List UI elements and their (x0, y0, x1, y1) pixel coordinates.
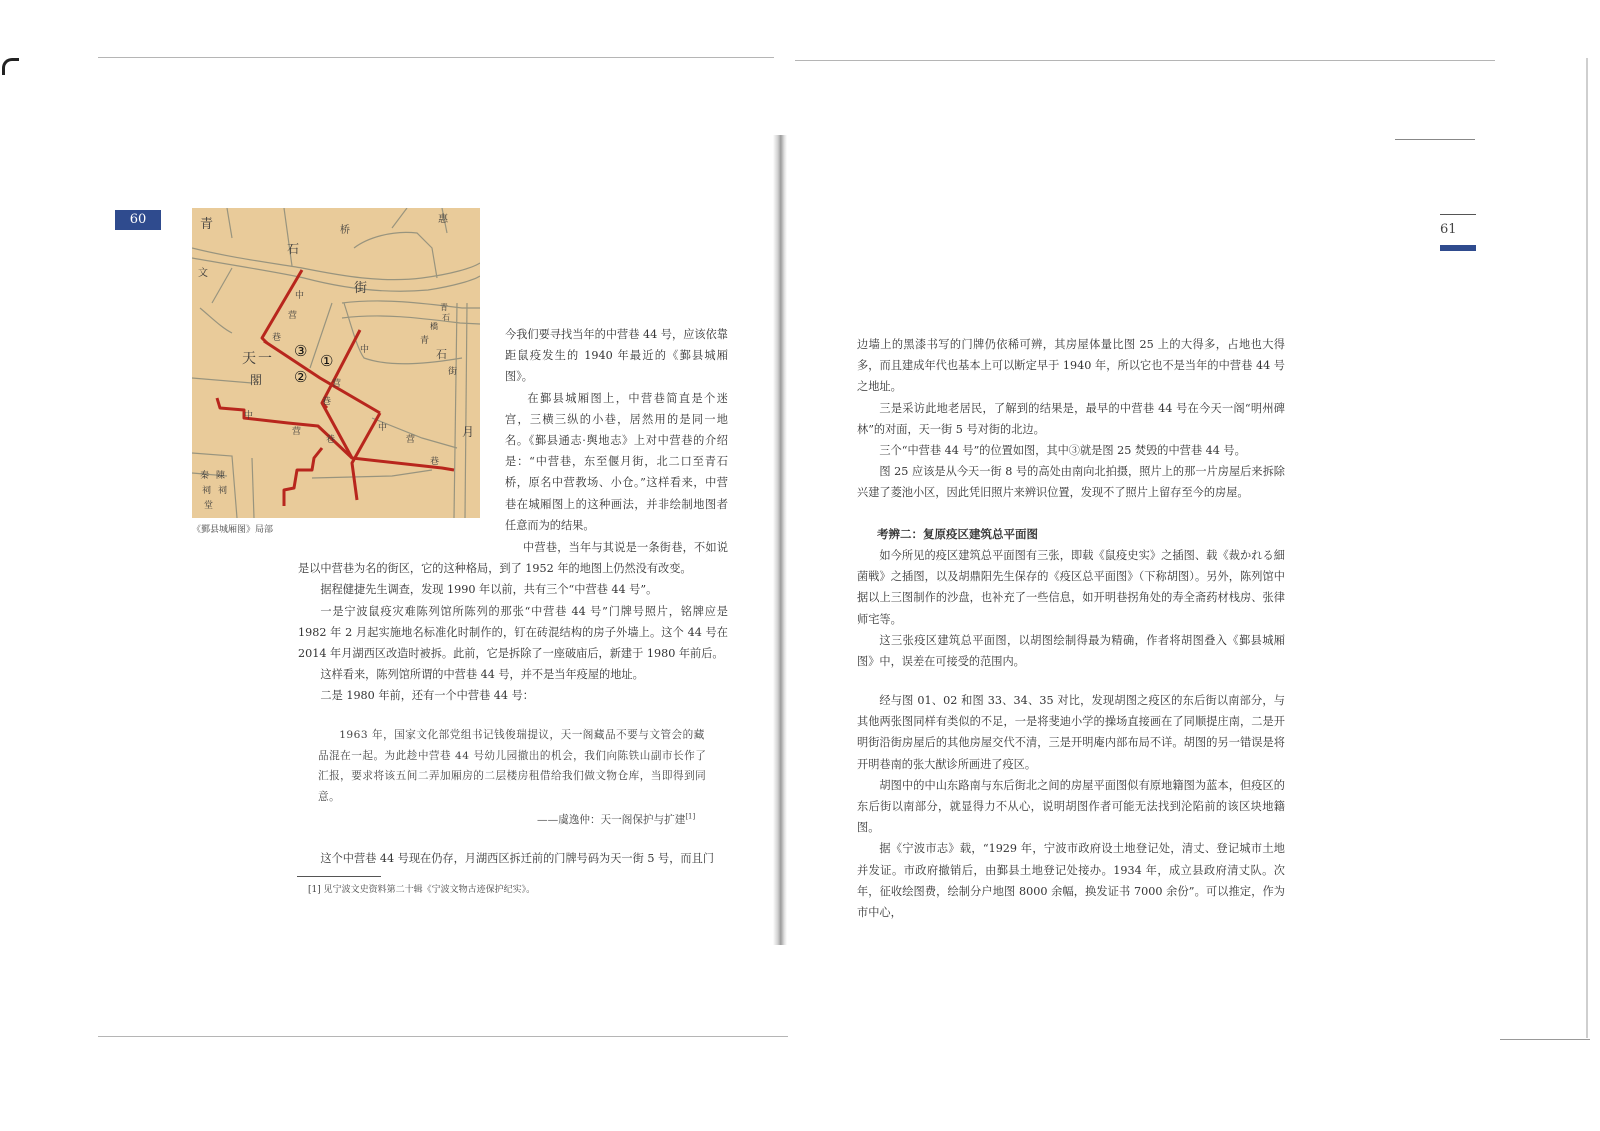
map-label-zyx3-a: 中 (244, 411, 254, 421)
page-number-right: 61 (1440, 222, 1457, 237)
map-label-zyx3-b: 营 (292, 427, 302, 437)
page-number-left: 60 (115, 210, 161, 230)
map-label-qing: 青 (200, 217, 214, 232)
map-marker-2: ② (294, 368, 308, 386)
left-side-text (505, 324, 728, 536)
footnote-mark: [1] (685, 812, 696, 821)
paragraph: 如今所见的疫区建筑总平面图有三张，即载《鼠疫史实》之插图、载《裁かれる細菌戦》之插图，以及胡鼎阳先生保存的《疫区总平面图》（下称胡图）。另外，陈列馆中据以上三图制作的沙盘，也补充了一些信息，如开明巷拐角处的寿全斋药材栈房、张律师宅等。 (857, 549, 1285, 626)
right-page-edge (1586, 58, 1588, 1038)
paragraph: 二是 1980 年前，还有一个中营巷 44 号： (320, 689, 534, 703)
map-marker-1: ① (320, 352, 334, 370)
right-page-top-edge (795, 60, 1495, 61)
map-label-qsq-a: 青 (440, 303, 448, 312)
paragraph: 今我们要寻找当年的中营巷 44 号，应该依靠距鼠疫发生的 1940 年最近的《鄞县城厢图》。 (505, 328, 728, 384)
left-page-bottom-edge (98, 1036, 788, 1037)
map-figure (192, 208, 480, 518)
paragraph: 这三张疫区建筑总平面图，以胡图绘制得最为精确，作者将胡图叠入《鄞县城厢图》中，误差在可接受的范围内。 (857, 633, 1285, 669)
map-label-rc-c: 街 (448, 367, 458, 377)
right-page-bottom-edge (1500, 1039, 1590, 1040)
paragraph: 三个“中营巷 44 号”的位置如图，其中③就是图 25 焚毁的中营巷 44 号。 (879, 444, 1246, 458)
map-label-yi: 一 (258, 351, 272, 367)
map-label-shi: 石 (287, 242, 300, 256)
map-label-wen: 文 (198, 268, 208, 279)
map-caption: 《鄞县城厢图》局部 (192, 525, 274, 535)
map-label-zyx3-c: 巷 (326, 435, 336, 445)
paragraph: 胡图中的中山东路南与东后街北之间的房屋平面图似有原地籍图为蓝本，但疫区的东后街以南部分，就显得力不从心，说明胡图作者可能无法找到沦陷前的该区块地籍图。 (857, 778, 1285, 835)
map-label-bl-3: 堂 (204, 501, 214, 511)
map-label-tian: 天 (242, 351, 256, 367)
map-label-zyx4-b: 营 (406, 435, 416, 445)
paragraph: 据《宁波市志》载，“1929 年，宁波市政府设土地登记处，清丈、登记城市土地并发证。市政府撤销后，由鄞县土地登记处接办。1934 年，成立县政府清丈队。次年，征收绘图费，绘制分户地图 8000 余幅，换发证书 7000 余份”。可以推定，作为市中心， (857, 842, 1285, 920)
footnote-rule (297, 876, 381, 877)
map-label-zyx2-c: 巷 (322, 397, 332, 407)
map-label-bl-4: 陳 (216, 471, 226, 481)
page-corner-mark (2, 58, 19, 75)
quote-text: 1963 年，国家文化部党组书记钱俊瑞提议，天一阁藏品不要与文管会的藏品混在一起。为此趁中营巷 44 号幼儿园撤出的机会，我们向陈铁山副市长作了汇报，要求将该五间二弄加厢房的二层楼房租借给我们做文物仓库，当即得到同意。 (318, 729, 707, 803)
city-map-svg (192, 208, 480, 518)
paragraph: 在鄞县城厢图上，中营巷简直是个迷宫，三横三纵的小巷，居然用的是同一地名。《鄞县通志·舆地志》上对中营巷的介绍是：“中营巷，东至偃月街，北二口至青石桥，原名中营教场、小仓。”这样看来，中营巷在城厢图上的这种画法，并非绘制地图者任意而为的结果。 (505, 391, 728, 532)
quote-attribution-text: ——虞逸仲：天一阁保护与扩建 (537, 814, 686, 826)
map-label-bl-2: 祠 (202, 486, 212, 496)
map-label-ge: 閣 (250, 373, 263, 387)
right-text-block-1 (857, 334, 1285, 504)
map-label-jie: 街 (354, 281, 368, 296)
page-number-right-bar (1440, 245, 1476, 251)
right-text-block-2 (857, 545, 1285, 672)
left-page-top-edge (98, 57, 774, 58)
paragraph: 边墙上的黑漆书写的门牌仍依稀可辨，其房屋体量比图 25 上的大得多，占地也大得多，而且建成年代也基本上可以断定早于 1940 年，所以它也不是当年的中营巷 44 号之地址。 (857, 338, 1285, 394)
map-label-zyx2-a: 中 (360, 345, 370, 355)
paragraph: 经与图 01、02 和图 33、34、35 对比，发现胡图之疫区的东后街以南部分，与其他两张图同样有类似的不足，一是将斐迪小学的操场直接画在了同顺提庄南，二是开明街沿街房屋后的其他房屋交代不清，三是开明庵内部布局不详。胡图的另一错误是将开明巷南的张大猷诊所画进了疫区。 (857, 694, 1285, 771)
paragraph: 中营巷，当年与其说是一条街巷，不如说是以中营巷为名的街区，它的这种格局，到了 1952 年的地图上仍然没有改变。 (298, 541, 728, 576)
paragraph: 三是采访此地老居民，了解到的结果是，最早的中营巷 44 号在今天一阁“明州碑林”的对面，天一街 5 号对街的北边。 (857, 401, 1285, 436)
map-label-qsq-b: 石 (442, 313, 450, 322)
map-label-yue: 月 (462, 425, 475, 439)
map-label-qiao: 桥 (340, 225, 350, 236)
map-label-zyx4-c: 巷 (430, 457, 440, 467)
paragraph: 这样看来，陈列馆所谓的中营巷 44 号，并不是当年疫屋的地址。 (320, 668, 644, 682)
block-quote (318, 725, 710, 807)
map-label-bl-5: 祠 (218, 486, 228, 496)
map-label-rc-b: 石 (436, 348, 447, 361)
map-label-zyx2-b: 营 (332, 379, 342, 389)
paragraph: 一是宁波鼠疫灾难陈列馆所陈列的那张“中营巷 44 号”门牌号照片，铭牌应是 1982 年 2 月起实施地名标准化时制作的，钉在砖混结构的房子外墙上。这个 44 号在 2014 年月湖西区改造时被拆。此前，它是拆除了一座破庙后，新建于 1980 年前后。 (298, 604, 728, 661)
quote-attribution (537, 812, 695, 827)
map-label-zyx1-b: 营 (288, 311, 298, 321)
book-spine (773, 135, 787, 945)
map-label-zyx1-c: 巷 (272, 333, 282, 343)
paragraph: 这个中营巷 44 号现在仍存，月湖西区拆迁前的门牌号码为天一街 5 号，而且门 (320, 852, 714, 865)
map-label-hui: 惠 (438, 214, 448, 225)
right-text-block-3 (857, 690, 1285, 923)
map-label-bl-1: 秦 (200, 471, 210, 481)
map-label-zyx4-a: 中 (378, 423, 388, 433)
footnote: [1] 见宁波文史资料第二十辑《宁波文物古迹保护纪实》。 (308, 885, 536, 895)
paragraph: 据程健捷先生调查，发现 1990 年以前，共有三个“中营巷 44 号”。 (320, 583, 658, 597)
map-label-qsq-c: 橋 (430, 322, 438, 331)
paragraph: 图 25 应该是从今天一街 8 号的高处由南向北拍摄，照片上的那一片房屋后来拆除兴建了菱池小区，因此凭旧照片来辨识位置，发现不了照片上留存至今的房屋。 (857, 465, 1285, 500)
left-body-text (298, 537, 728, 707)
map-label-rc-a: 青 (420, 336, 430, 346)
section-heading: 考辨二：复原疫区建筑总平面图 (877, 527, 1038, 541)
map-marker-3: ③ (294, 342, 308, 360)
right-margin-rule (1395, 139, 1475, 140)
map-label-zyx1-a: 中 (295, 291, 305, 301)
left-last-paragraph (298, 848, 728, 869)
page-number-right-rule (1440, 214, 1476, 215)
